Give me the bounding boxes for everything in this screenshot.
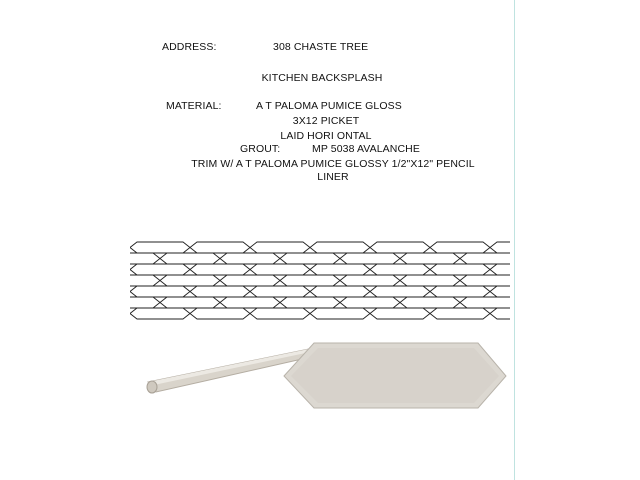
grout-value: MP 5038 AVALANCHE (312, 143, 420, 155)
picket-tile-outline (100, 275, 160, 286)
picket-tile-outline (310, 264, 370, 275)
picket-tile-outline (490, 308, 550, 319)
picket-tile-outline (160, 253, 220, 264)
picket-tile-outline (100, 297, 160, 308)
picket-tile-outline (190, 286, 250, 297)
picket-tile-outline (550, 308, 610, 319)
picket-tile-outline (220, 253, 280, 264)
picket-tile-outline (520, 253, 580, 264)
picket-tile-outline (430, 308, 490, 319)
trim-line-2: LINER (317, 171, 349, 183)
picket-tile-outline (340, 275, 400, 286)
picket-tile-outline (550, 286, 610, 297)
picket-tile-outline (250, 264, 310, 275)
picket-tile-outline (70, 286, 130, 297)
picket-tile-outline (340, 297, 400, 308)
picket-tile-outline (160, 275, 220, 286)
picket-tile-outline (100, 253, 160, 264)
picket-tile-outline (400, 253, 460, 264)
picket-tile-outline (550, 242, 610, 253)
picket-tile-outline (370, 308, 430, 319)
picket-tile-outline (310, 286, 370, 297)
picket-tile-outline (310, 308, 370, 319)
picket-tile-outline (280, 275, 340, 286)
picket-tile-outline (400, 297, 460, 308)
picket-tile-outline (370, 264, 430, 275)
picket-tile-outline (520, 275, 580, 286)
grout-label: GROUT: (240, 143, 281, 155)
address-value: 308 CHASTE TREE (273, 41, 369, 53)
picket-tile-outline (430, 286, 490, 297)
material-line-3: LAID HORI ONTAL (280, 130, 372, 142)
picket-tile-outline (130, 264, 190, 275)
picket-tile-outline (70, 264, 130, 275)
picket-tile-outline (520, 297, 580, 308)
picket-tile-outline (310, 242, 370, 253)
material-label: MATERIAL: (166, 100, 222, 112)
address-label: ADDRESS: (162, 41, 217, 53)
trim-line-1: TRIM W/ A T PALOMA PUMICE GLOSSY 1/2"X12" PENCIL (191, 158, 475, 170)
picket-tile-outline (160, 297, 220, 308)
picket-tile-outline (250, 242, 310, 253)
picket-tile-outline (490, 264, 550, 275)
picket-tile-outline (280, 297, 340, 308)
picket-tile-outline (460, 275, 520, 286)
picket-tile-outline (190, 264, 250, 275)
picket-tile-outline (400, 275, 460, 286)
area-title: KITCHEN BACKSPLASH (261, 72, 383, 84)
picket-tile-outline (340, 253, 400, 264)
picket-tile-pattern-diagram (70, 242, 610, 319)
picket-tile-outline (490, 286, 550, 297)
picket-tile-outline (250, 286, 310, 297)
picket-tile-outline (370, 286, 430, 297)
picket-tile-outline (130, 242, 190, 253)
picket-tile-outline (130, 286, 190, 297)
picket-tile-outline (490, 242, 550, 253)
material-line-2: 3X12 PICKET (292, 115, 360, 127)
picket-tile-outline (70, 242, 130, 253)
picket-tile-outline (550, 264, 610, 275)
picket-tile-outline (460, 297, 520, 308)
picket-tile-outline (250, 308, 310, 319)
picket-tile-outline (430, 242, 490, 253)
picket-tile-outline (190, 308, 250, 319)
picket-tile-outline (70, 308, 130, 319)
picket-tile-outline (280, 253, 340, 264)
picket-tile-outline (460, 253, 520, 264)
material-line-1: A T PALOMA PUMICE GLOSS (256, 100, 402, 112)
picket-tile-outline (220, 297, 280, 308)
picket-tile-sample (284, 343, 506, 408)
picket-tile-outline (130, 308, 190, 319)
picket-tile-outline (370, 242, 430, 253)
picket-tile-outline (430, 264, 490, 275)
picket-tile-outline (220, 275, 280, 286)
picket-tile-outline (190, 242, 250, 253)
